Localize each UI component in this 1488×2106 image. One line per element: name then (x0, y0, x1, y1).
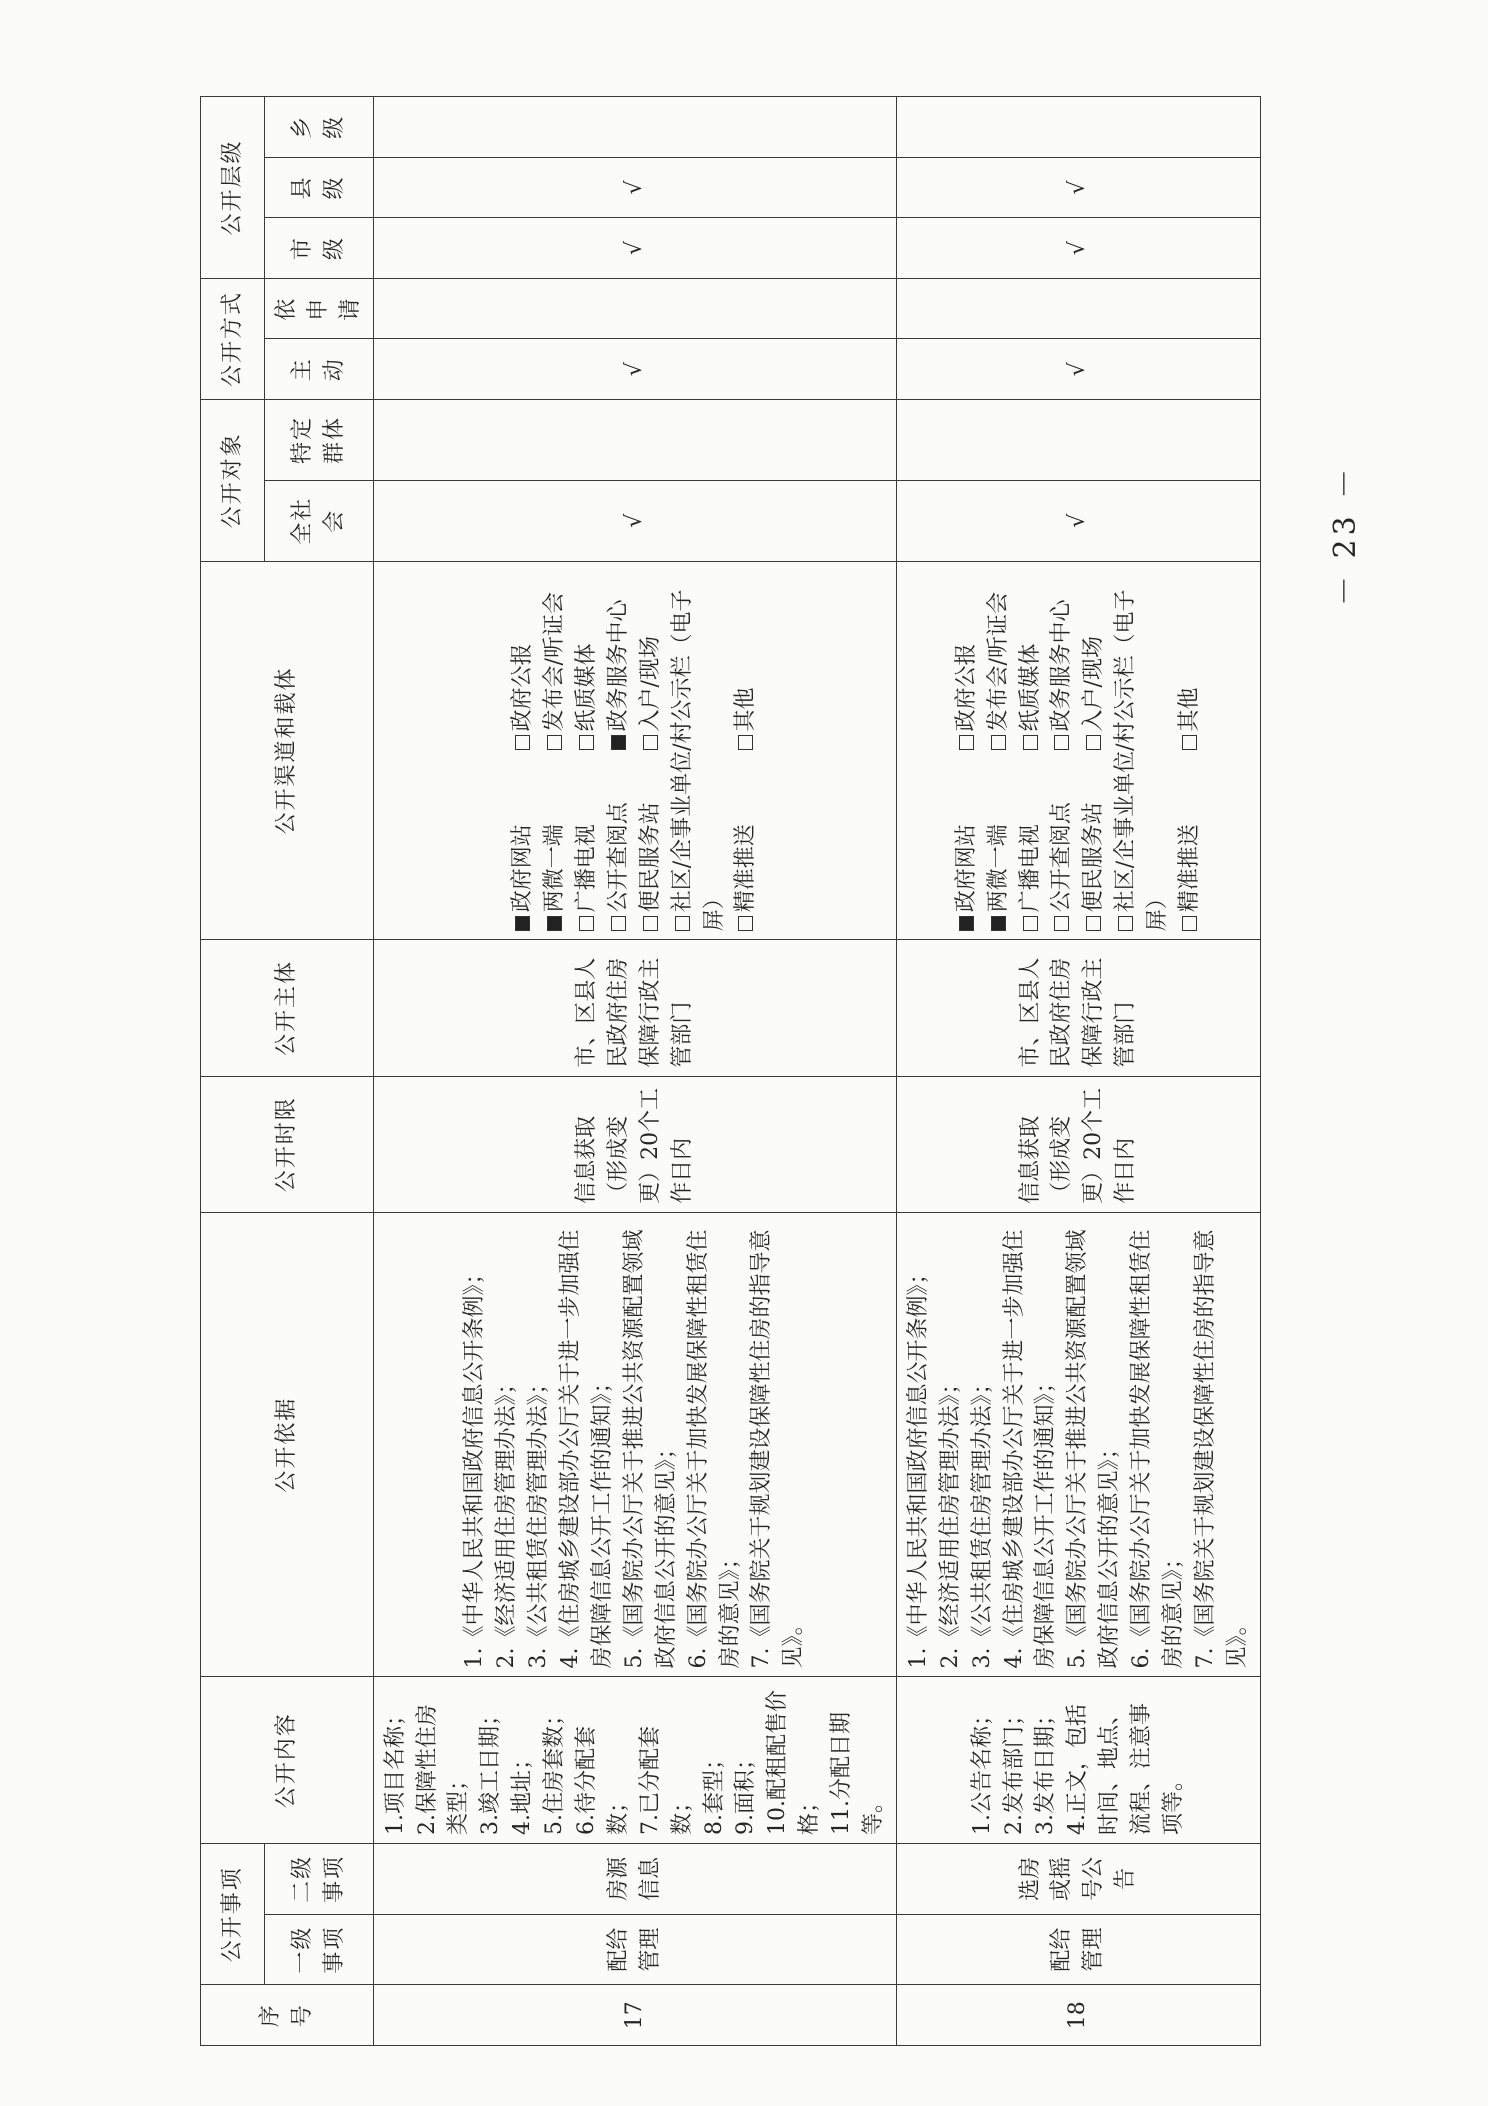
row-item-l2: 选房或摇号公告 (896, 1844, 1260, 1915)
row-target-specific-mark (896, 400, 1260, 481)
row-subject: 市、区县人民政府住房保障行政主管部门 (896, 940, 1260, 1076)
content-line: 7.已分配套数； (637, 1726, 695, 1836)
checkbox-empty-icon (643, 916, 658, 931)
checkbox-checked-icon (991, 916, 1006, 931)
channel-column (507, 750, 666, 931)
row-content (373, 1677, 896, 1844)
channel-option (983, 570, 1015, 751)
channel-label: 两微一端 (985, 824, 1011, 913)
channel-label: 两微一端 (542, 824, 568, 913)
header-item-l2: 二级事项 (265, 1844, 374, 1915)
row-basis (373, 1212, 896, 1677)
channel-option (507, 750, 539, 931)
table-row (896, 97, 1260, 2046)
content-line: 10.配租配售价格； (765, 1690, 823, 1836)
row-seq: 18 (896, 1985, 1260, 2046)
content-line: 5.住房套数； (542, 1704, 568, 1836)
content-line: 4.地址； (510, 1748, 536, 1836)
channel-label: 政府网站 (953, 824, 979, 913)
content-line: 1.公告名称； (969, 1704, 995, 1836)
channel-option (1110, 570, 1174, 932)
row-content (896, 1677, 1260, 1844)
basis-line: 5.《国务院办公厅关于推进公共资源配置领域政府信息公开的意见》； (1065, 1229, 1123, 1669)
channel-column (507, 570, 666, 751)
channel-label: 广播电视 (574, 824, 600, 913)
channel-column (951, 570, 1110, 751)
channel-option (951, 750, 983, 931)
checkbox-empty-icon (1118, 916, 1133, 931)
checkbox-empty-icon (1054, 735, 1069, 750)
header-level-county: 县级 (265, 157, 374, 218)
row-level-city-mark: √ (896, 218, 1260, 279)
content-line: 4.正文，包括时间、地点、流程、注意事项等。 (1065, 1703, 1187, 1836)
row-subject: 市、区县人民政府住房保障行政主管部门 (373, 940, 896, 1076)
header-target-specific: 特定群体 (265, 400, 374, 481)
content-line: 6.待分配套数； (574, 1726, 631, 1836)
content-line: 8.套型； (701, 1748, 727, 1836)
channel-label: 广播电视 (1017, 824, 1043, 913)
channel-label: 政府网站 (510, 824, 536, 913)
header-content: 公开内容 (201, 1677, 374, 1844)
channel-label: 社区/企事业单位/村公示栏（电子屏） (1113, 589, 1171, 932)
channel-label: 精准推送 (1176, 824, 1202, 913)
channel-option (667, 570, 731, 932)
channel-label: 政务服务中心 (1049, 599, 1075, 732)
checkbox-checked-icon (515, 916, 530, 931)
disclosure-table (200, 96, 1261, 2046)
channel-label: 公开查阅点 (1049, 802, 1075, 913)
channel-label: 公开查阅点 (605, 802, 631, 913)
channel-label: 精准推送 (733, 824, 759, 913)
channel-option (1078, 570, 1110, 751)
content-line: 3.发布日期； (1033, 1704, 1059, 1836)
channel-label: 纸质媒体 (1017, 643, 1043, 732)
channel-label: 政府公报 (953, 643, 979, 732)
basis-line: 6.《国务院办公厅关于加快发展保障性租赁住房的意见》； (1129, 1229, 1187, 1669)
row-level-city-mark: √ (373, 218, 896, 279)
channel-label: 政府公报 (510, 643, 536, 732)
channel-columns (951, 570, 1110, 932)
row-method-active-mark: √ (373, 339, 896, 400)
channel-option (1015, 570, 1047, 751)
page-number: － 23 － (1328, 464, 1363, 606)
channel-label: 纸质媒体 (574, 643, 600, 732)
row-channels (896, 561, 1260, 940)
basis-line: 5.《国务院办公厅关于推进公共资源配置领域政府信息公开的意见》； (621, 1229, 679, 1669)
channel-columns (730, 570, 762, 932)
checkbox-empty-icon (738, 735, 753, 750)
channel-option (730, 570, 762, 751)
checkbox-empty-icon (991, 735, 1006, 750)
header-level-town: 乡级 (265, 97, 374, 158)
header-item-l1: 一级事项 (265, 1914, 374, 1985)
channel-option (983, 750, 1015, 931)
channel-option (951, 570, 983, 751)
row-basis (896, 1212, 1260, 1677)
channel-label: 发布会/听证会 (542, 592, 568, 732)
content-line: 3.竣工日期； (478, 1704, 504, 1836)
row-level-county-mark: √ (896, 157, 1260, 218)
channel-label: 发布会/听证会 (985, 592, 1011, 732)
channel-option (571, 750, 603, 931)
content-line: 2.保障性住房类型； (414, 1704, 472, 1836)
channel-option (539, 570, 571, 751)
channel-option (1174, 750, 1206, 931)
channel-label: 便民服务站 (1081, 802, 1107, 913)
channel-option (539, 750, 571, 931)
row-time-limit: 信息获取（形成变更）20个工作日内 (896, 1076, 1260, 1212)
row-item-l1: 配给管理 (896, 1914, 1260, 1985)
checkbox-empty-icon (547, 735, 562, 750)
channel-option (730, 750, 762, 931)
channel-option (603, 570, 635, 751)
row-seq: 17 (373, 1985, 896, 2046)
channel-option (635, 750, 667, 931)
header-item: 公开事项 (201, 1844, 265, 1985)
row-target-all-mark: √ (896, 480, 1260, 561)
checkbox-empty-icon (515, 735, 530, 750)
checkbox-empty-icon (579, 735, 594, 750)
header-seq: 序号 (201, 1985, 374, 2046)
row-item-l2: 房源信息 (373, 1844, 896, 1915)
basis-line: 3.《公共租赁住房管理办法》； (969, 1372, 995, 1669)
checkbox-empty-icon (1023, 916, 1038, 931)
header-target: 公开对象 (201, 400, 265, 562)
channel-option (635, 570, 667, 751)
channel-label: 入户/现场 (1081, 636, 1107, 732)
content-line: 2.发布部门； (1001, 1704, 1027, 1836)
row-level-town-mark (896, 97, 1260, 158)
row-channels (373, 561, 896, 940)
checkbox-checked-icon (959, 916, 974, 931)
channel-columns (507, 570, 666, 932)
checkbox-empty-icon (1182, 916, 1197, 931)
checkbox-empty-icon (1086, 735, 1101, 750)
channel-label: 入户/现场 (637, 636, 663, 732)
basis-line: 7.《国务院关于规划建设保障性住房的指导意见》。 (1192, 1229, 1250, 1669)
header-level-city: 市级 (265, 218, 374, 279)
basis-line: 2.《经济适用住房管理办法》； (937, 1372, 963, 1669)
checkbox-empty-icon (579, 916, 594, 931)
content-line: 1.项目名称； (382, 1704, 408, 1836)
basis-line: 1.《中华人民共和国政府信息公开条例》； (905, 1262, 931, 1669)
row-method-apply-mark (373, 278, 896, 339)
row-method-apply-mark (896, 278, 1260, 339)
header-method-active: 主动 (265, 339, 374, 400)
row-method-active-mark: √ (896, 339, 1260, 400)
header-time-limit: 公开时限 (201, 1076, 374, 1212)
checkbox-empty-icon (959, 735, 974, 750)
channel-label: 其他 (1176, 687, 1202, 732)
row-level-town-mark (373, 97, 896, 158)
table-body (373, 97, 1260, 2046)
row-target-specific-mark (373, 400, 896, 481)
channel-option (603, 750, 635, 931)
channel-option (571, 570, 603, 751)
basis-line: 3.《公共租赁住房管理办法》； (526, 1372, 552, 1669)
basis-line: 4.《住房城乡建设部办公厅关于进一步加强住房保障信息公开工作的通知》； (558, 1229, 615, 1669)
basis-line: 7.《国务院关于规划建设保障性住房的指导意见》。 (749, 1229, 807, 1669)
checkbox-empty-icon (1054, 916, 1069, 931)
row-time-limit: 信息获取（形成变更）20个工作日内 (373, 1076, 896, 1212)
header-method: 公开方式 (201, 278, 265, 399)
content-line: 11.分配日期等。 (829, 1712, 887, 1836)
channel-option (1046, 750, 1078, 931)
checkbox-empty-icon (1086, 916, 1101, 931)
channel-column (951, 750, 1110, 931)
channel-option (1174, 570, 1206, 751)
basis-line: 4.《住房城乡建设部办公厅关于进一步加强住房保障信息公开工作的通知》； (1001, 1229, 1059, 1669)
checkbox-empty-icon (1023, 735, 1038, 750)
channel-columns (1174, 570, 1206, 932)
channel-label: 社区/企事业单位/村公示栏（电子屏） (669, 589, 727, 932)
checkbox-checked-icon (547, 916, 562, 931)
checkbox-empty-icon (1182, 735, 1197, 750)
basis-line: 1.《中华人民共和国政府信息公开条例》； (462, 1262, 488, 1669)
channel-option (1015, 750, 1047, 931)
checkbox-empty-icon (675, 916, 690, 931)
checkbox-checked-icon (611, 735, 626, 750)
header-channels: 公开渠道和载体 (201, 561, 374, 940)
channel-option (507, 570, 539, 751)
checkbox-empty-icon (643, 735, 658, 750)
header-basis: 公开依据 (201, 1212, 374, 1677)
channel-option (1046, 570, 1078, 751)
header-level: 公开层级 (201, 97, 265, 279)
checkbox-empty-icon (738, 916, 753, 931)
channel-label: 其他 (733, 687, 759, 732)
header-subject: 公开主体 (201, 940, 374, 1076)
header-method-apply: 依申请 (265, 278, 374, 339)
table-row (373, 97, 896, 2046)
row-level-county-mark: √ (373, 157, 896, 218)
checkbox-empty-icon (611, 916, 626, 931)
row-item-l1: 配给管理 (373, 1914, 896, 1985)
channel-option (1078, 750, 1110, 931)
channel-label: 政务服务中心 (605, 599, 631, 732)
basis-line: 6.《国务院办公厅关于加快发展保障性租赁住房的意见》； (685, 1229, 743, 1669)
content-line: 9.面积； (733, 1748, 759, 1836)
channel-label: 便民服务站 (637, 802, 663, 913)
header-target-all: 全社会 (265, 480, 374, 561)
row-target-all-mark: √ (373, 480, 896, 561)
basis-line: 2.《经济适用住房管理办法》； (494, 1372, 520, 1669)
